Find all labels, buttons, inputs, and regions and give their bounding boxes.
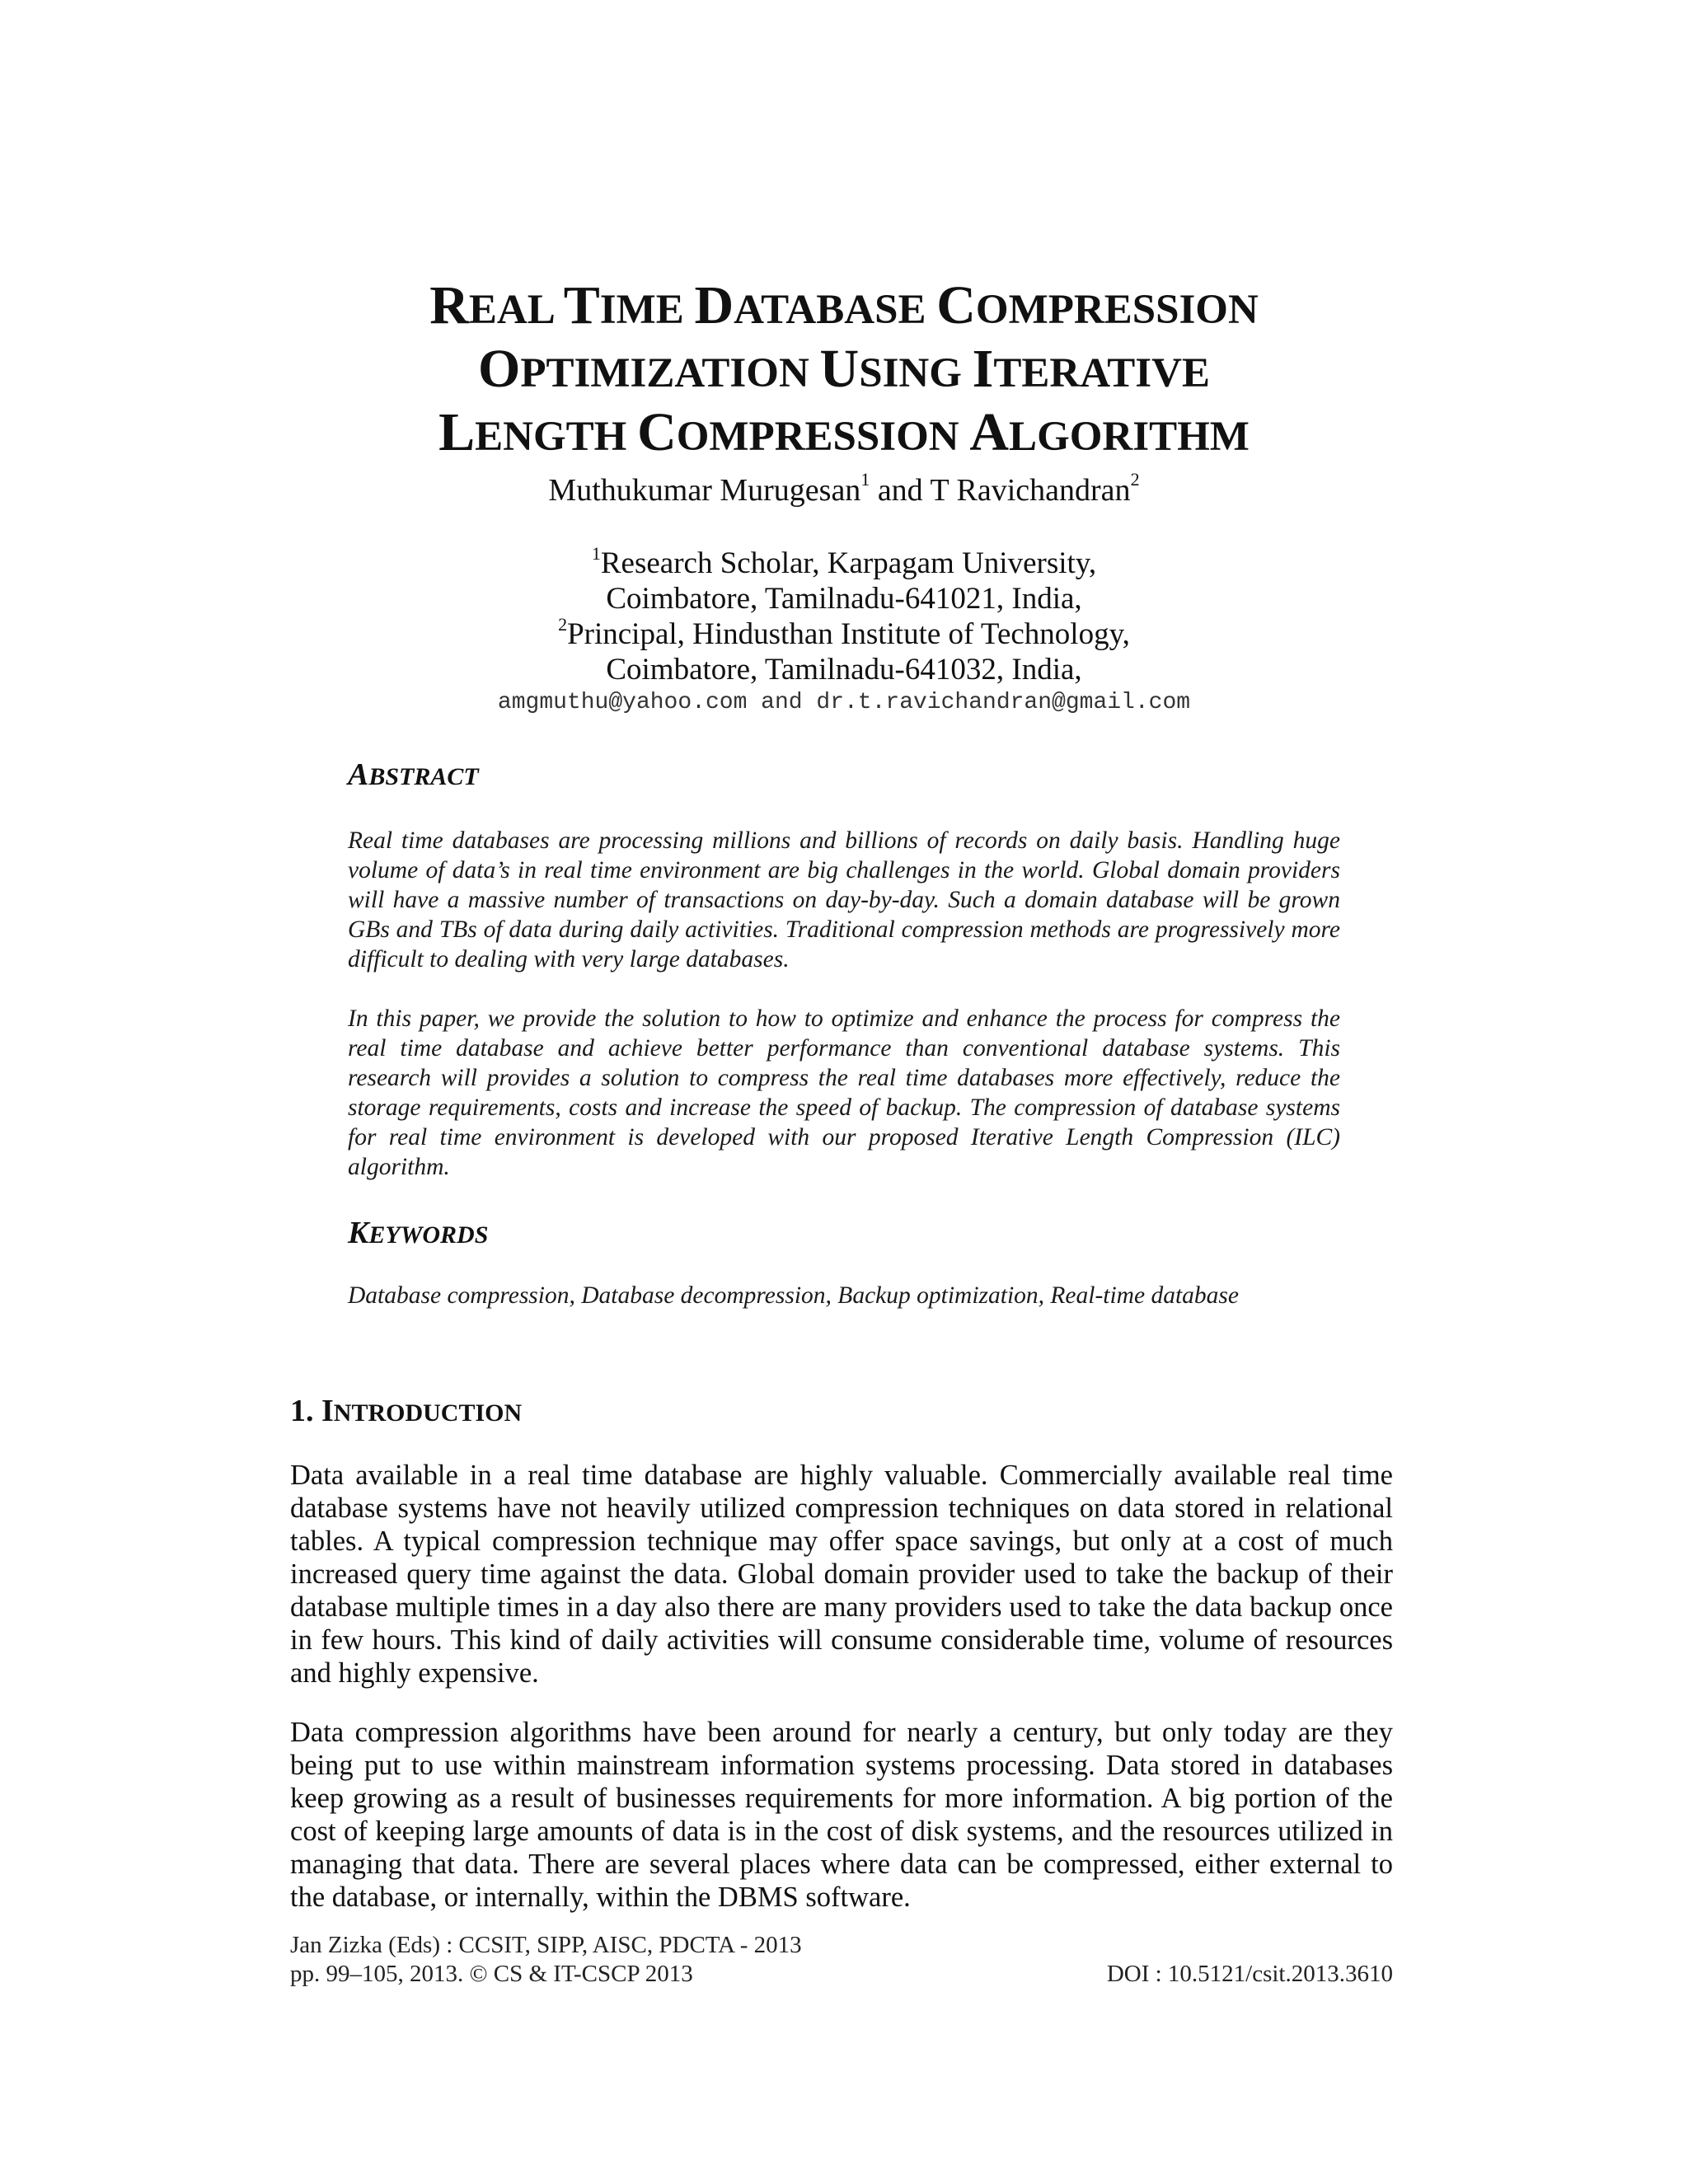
author-list	[0, 471, 1688, 509]
page-footer	[290, 1931, 1393, 1989]
footer-row-2	[290, 1960, 1393, 1989]
title-word: IME	[599, 287, 695, 333]
title-word: LGORITHM	[1009, 414, 1250, 460]
title-word: O	[478, 339, 521, 399]
abstract-text: In this paper, we provide the solution to how to optimize and enhance the process for compress the real time database and achieve better performance than conventional database systems. This research will provides a solution to compress the real time databases more effectively, reduce the storage requirements, costs and increase the speed of backup. The compression of database systems for real time environment is developed with our proposed Iterative Length Compression (ILC) algorithm.	[348, 1005, 1340, 1180]
abstract-text: Real time databases are processing millions and billions of records on daily basis. Handling huge volume of data’s in real time environment are big challenges in the world. Global domain providers will have a massive number of transactions on day-by-day. Such a domain database will be grown GBs and TBs of data during daily activities. Traditional compression methods are progressively more difficult to dealing with very large databases.	[348, 827, 1340, 972]
footer-row-1	[290, 1931, 1393, 1960]
abstract-heading	[348, 757, 479, 795]
author-connector: and	[870, 473, 931, 508]
introduction-paragraph-1	[290, 1459, 1393, 1690]
title-word: R	[429, 275, 469, 335]
affiliations	[0, 543, 1688, 687]
affiliation-mark: 1	[591, 543, 601, 564]
author-name: Muthukumar Murugesan	[548, 473, 861, 508]
heading-rest: BSTRACT	[368, 763, 479, 790]
title-line-2	[0, 340, 1688, 403]
title-word: SING	[859, 350, 973, 396]
title-word: ENGTH	[475, 414, 638, 460]
body-text: Data compression algorithms have been around for nearly a century, but only today are they being put to use within mainstream information systems processing. Data stored in databases keep growing as a result of businesses requirements for more information. A big portion of the cost of keeping large amounts of data is in the cost of disk systems, and the resources utilized in managing that data. There are several places where data can be compressed, either external to the database, or internally, within the DBMS software.	[290, 1717, 1393, 1913]
affiliation-mark: 2	[558, 614, 568, 635]
paper-title	[0, 276, 1688, 466]
abstract-paragraph-2	[348, 1004, 1340, 1182]
author-affiliation-mark: 2	[1130, 469, 1140, 490]
title-word: D	[694, 275, 734, 335]
heading-cap: K	[348, 1216, 369, 1250]
title-word: C	[936, 275, 976, 335]
affiliation-text: Principal, Hindusthan Institute of Technology,	[567, 617, 1130, 651]
affiliation-1	[0, 543, 1688, 581]
title-line-3	[0, 403, 1688, 466]
affiliation-text: Research Scholar, Karpagam University,	[600, 546, 1097, 580]
keywords-text: Database compression, Database decompression, Backup optimization, Real-time database	[348, 1282, 1239, 1309]
author-name: T Ravichandran	[930, 473, 1131, 508]
author-emails: amgmuthu@yahoo.com and dr.t.ravichandran@gmail.com	[497, 690, 1191, 715]
title-word: ATABASE	[734, 287, 937, 333]
introduction-paragraph-2	[290, 1716, 1393, 1914]
heading-cap: I	[321, 1394, 334, 1428]
title-line-1	[0, 276, 1688, 340]
title-word: T	[563, 275, 600, 335]
title-word: OMPRESSION	[676, 414, 970, 460]
footer-proceedings: Jan Zizka (Eds) : CCSIT, SIPP, AISC, PDCTA - 2013	[290, 1932, 802, 1958]
title-word: OMPRESSION	[975, 287, 1259, 333]
title-word: EAL	[468, 287, 564, 333]
title-word: C	[637, 402, 677, 462]
footer-doi: DOI : 10.5121/csit.2013.3610	[1106, 1961, 1393, 1987]
heading-rest: NTRODUCTION	[333, 1399, 523, 1427]
heading-rest: EYWORDS	[368, 1221, 489, 1249]
title-word: I	[972, 339, 994, 399]
title-word: TERATIVE	[993, 350, 1210, 396]
title-word: A	[969, 402, 1010, 462]
heading-cap: A	[348, 757, 369, 792]
affiliation-2-address: Coimbatore, Tamilnadu-641032, India,	[606, 653, 1082, 687]
author-affiliation-mark: 1	[860, 469, 870, 490]
body-text: Data available in a real time database are highly valuable. Commercially available real time database systems have not heavily utilized compression techniques on data stored in relational tables. A typical compression technique may offer space savings, but only at a cost of much increased query time against the data. Global domain provider used to take the backup of their database multiple times in a day also there are many providers used to take the data backup once in few hours. This kind of daily activities will consume considerable time, volume of resources and highly expensive.	[290, 1460, 1393, 1689]
section-number: 1.	[290, 1394, 321, 1428]
keywords-heading	[348, 1215, 488, 1254]
title-word: U	[819, 339, 860, 399]
affiliation-2	[0, 616, 1688, 652]
footer-pages: pp. 99–105, 2013. © CS & IT-CSCP 2013	[290, 1961, 693, 1987]
affiliation-1-address: Coimbatore, Tamilnadu-641021, India,	[606, 582, 1082, 616]
title-word: L	[438, 402, 476, 462]
abstract-paragraph-1	[348, 826, 1340, 974]
title-word: PTIMIZATION	[520, 350, 820, 396]
introduction-heading	[290, 1393, 522, 1432]
